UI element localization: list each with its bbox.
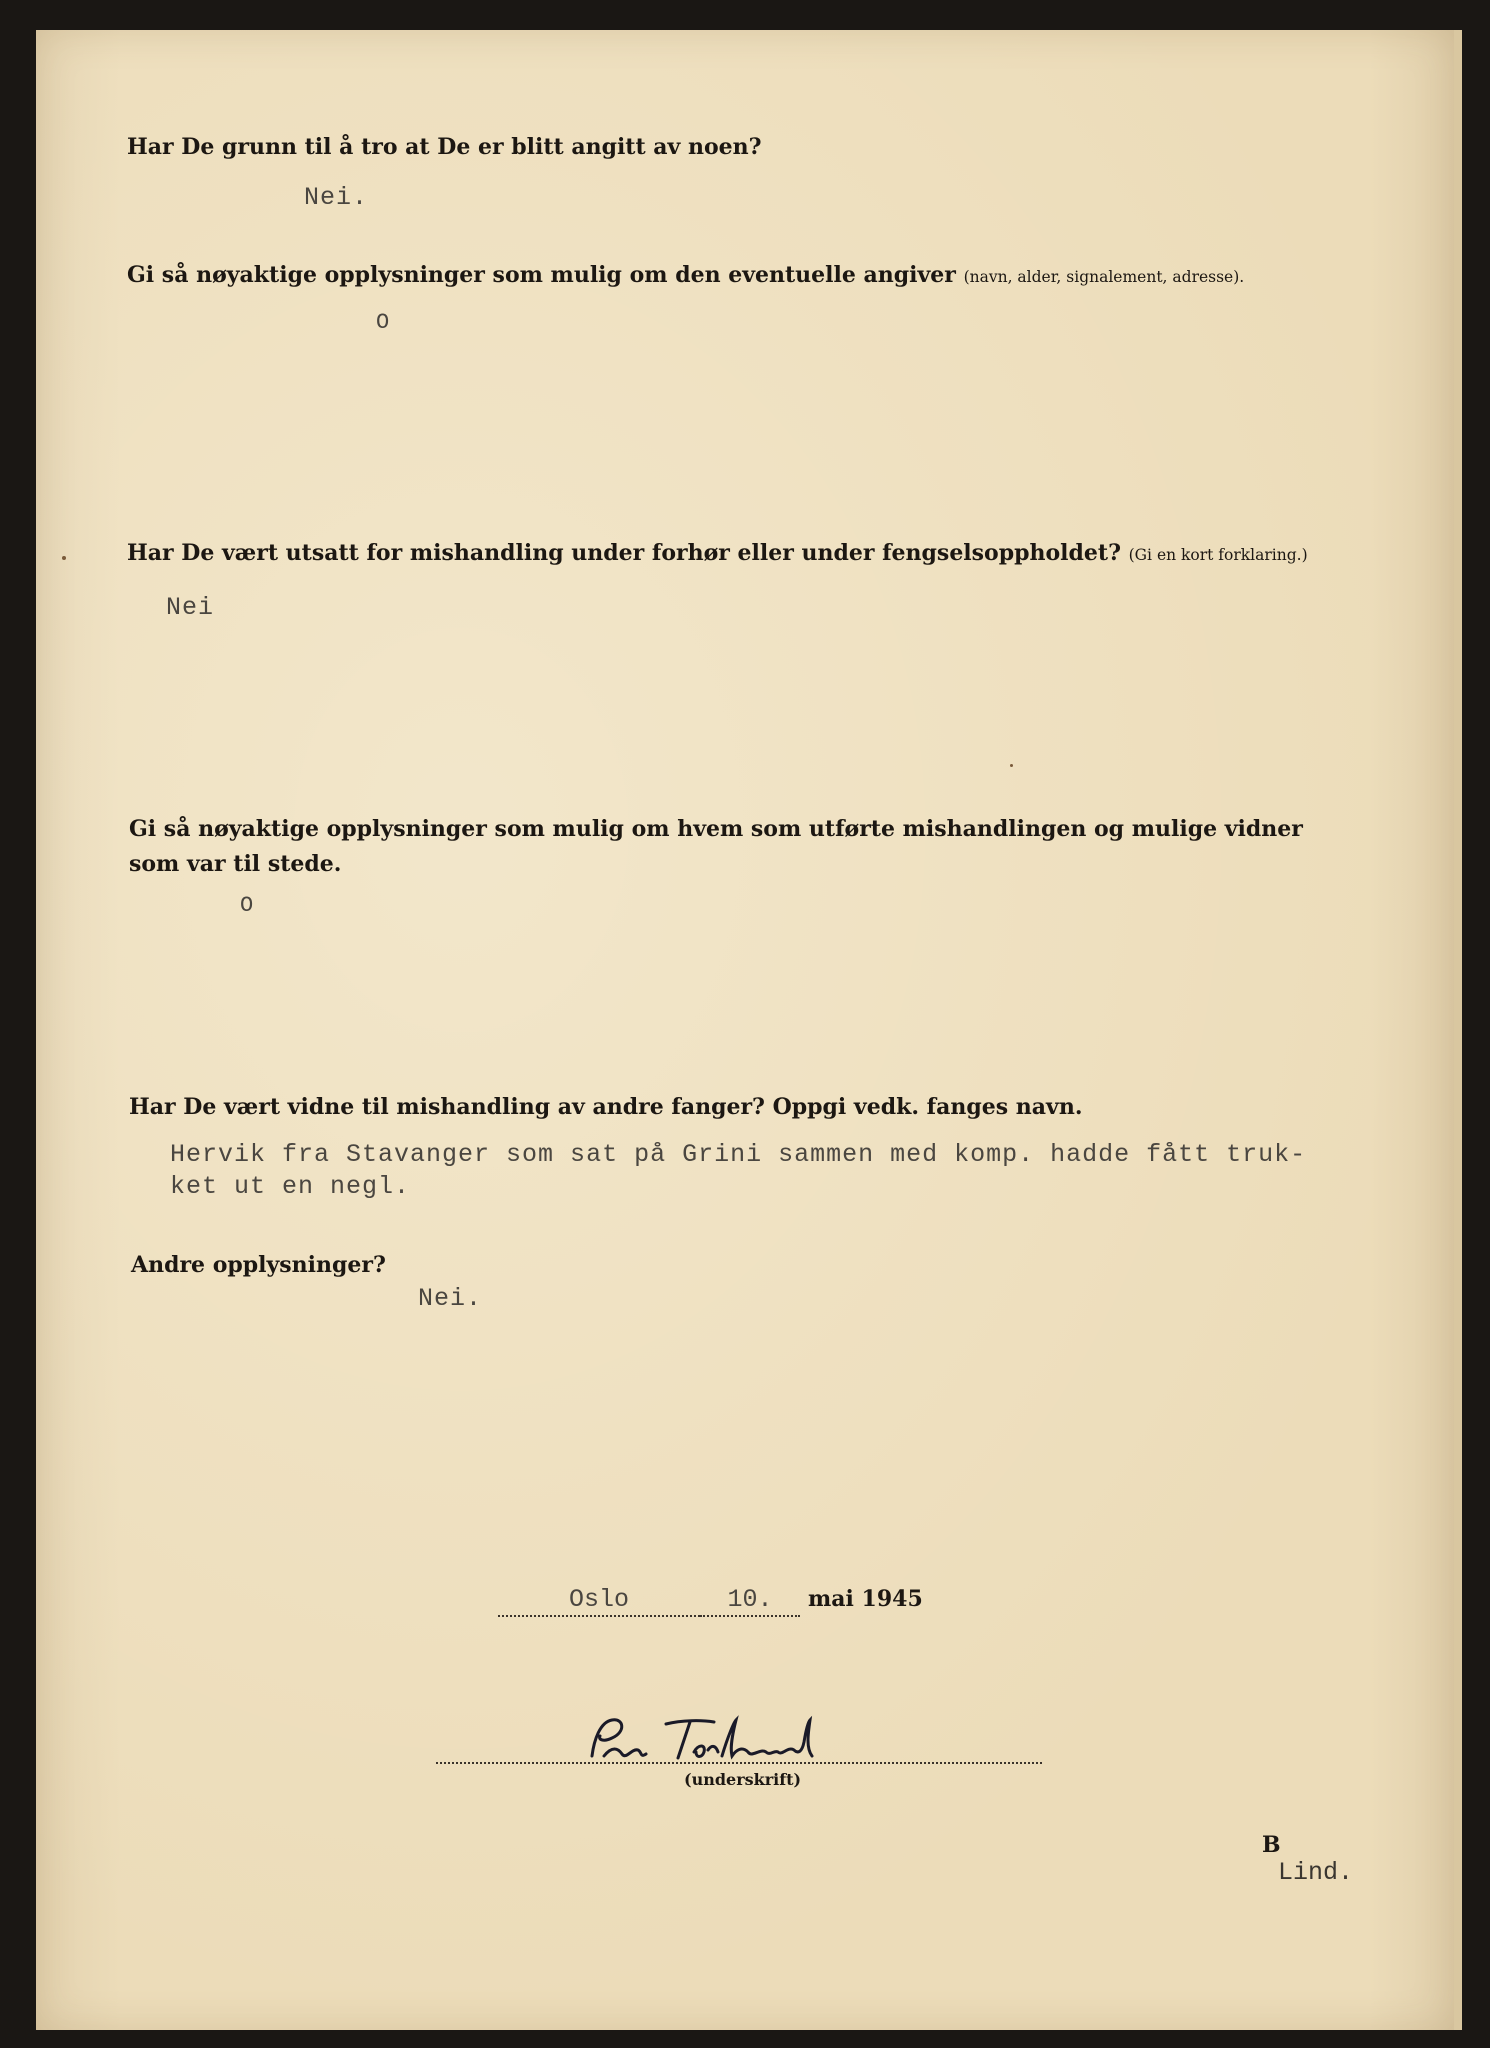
question-informer-details-text: Gi så nøyaktige opplysninger som mulig om den eventuelle angiver [127,262,956,288]
question-informer-details [127,262,1244,288]
dateline-place: Oslo [498,1585,700,1617]
question-denounced: Har De grunn til å tro at De er blitt angitt av noen? [127,134,762,160]
question-mistreatment-text: Har De vært utsatt for mishandling under forhør eller under fengselsoppholdet? [127,540,1121,566]
question-perpetrators-line1: Gi så nøyaktige opplysninger som mulig om hvem som utførte mishandlingen og mulige vidner [129,816,1303,842]
dateline-day: 10. [700,1585,800,1617]
question-witness: Har De vært vidne til mishandling av andre fanger? Oppgi vedk. fanges navn. [129,1094,1083,1120]
answer-perpetrators: O [240,893,255,918]
question-informer-details-hint: (navn, alder, signalement, adresse). [963,268,1245,286]
paper-speck [62,556,66,560]
footer-name: Lind. [1278,1858,1354,1887]
dateline [498,1585,923,1617]
answer-witness-line1: Hervik fra Stavanger som sat på Grini sammen med komp. hadde fått truk- [170,1140,1307,1169]
signature-line [436,1762,1042,1764]
answer-informer-details: O [376,310,391,335]
dateline-month-year: mai 1945 [808,1586,923,1612]
answer-mistreatment: Nei [166,593,215,622]
answer-other-info: Nei. [418,1284,483,1313]
question-mistreatment [127,540,1308,566]
footer-mark: B [1262,1832,1281,1858]
question-perpetrators-line2: som var til stede. [129,851,342,877]
question-other-info: Andre opplysninger? [131,1252,386,1278]
paper-speck [1010,764,1013,767]
page-edge [1454,30,1462,2030]
answer-witness-line2: ket ut en negl. [170,1172,411,1201]
signature-label: (underskrift) [684,1770,802,1789]
question-mistreatment-hint: (Gi en kort forklaring.) [1128,546,1308,564]
answer-denounced: Nei. [304,183,369,212]
